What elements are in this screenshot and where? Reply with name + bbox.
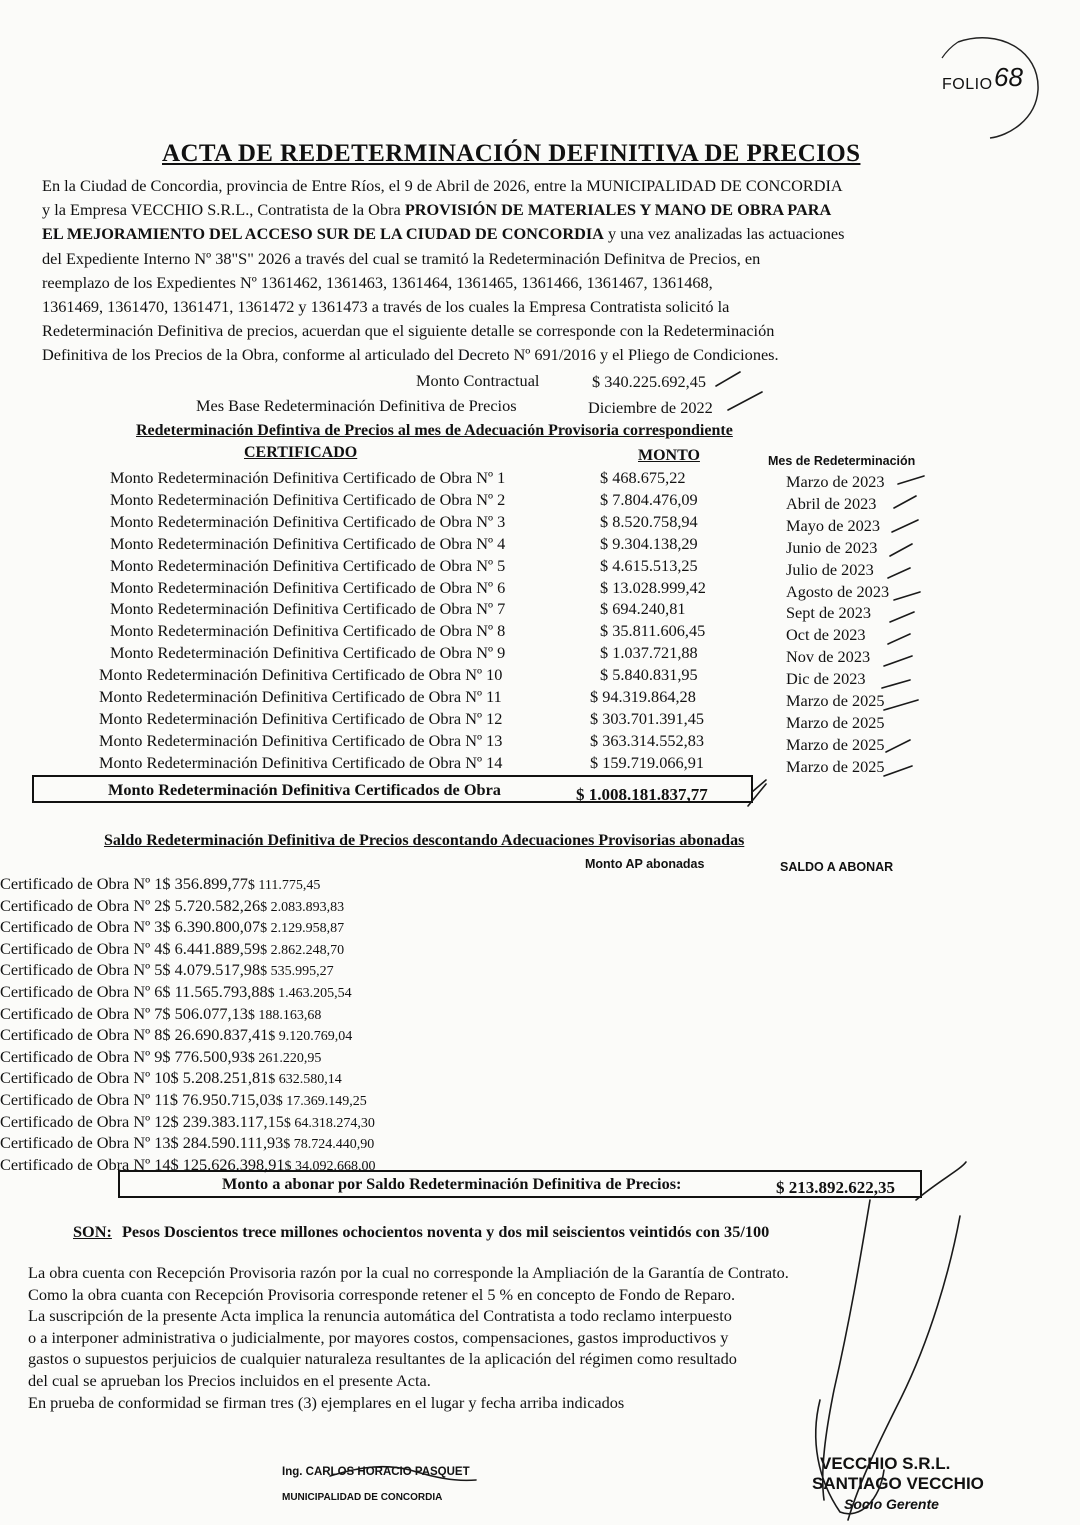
section1-heading: Redeterminación Defintiva de Precios al mes de Adecuación Provisoria correspondiente (136, 422, 733, 439)
balance-to-pay: $ 34.092.668,00 (284, 1158, 376, 1174)
stamp-municipalidad-entity: MUNICIPALIDAD DE CONCORDIA (282, 1492, 443, 1503)
redetermination-month: Dic de 2023 (786, 669, 866, 689)
certificate-amount: $ 1.037.721,88 (600, 643, 698, 663)
ap-paid-amount: $ 356.899,77 (162, 874, 248, 893)
certificate-amount: $ 35.811.606,45 (600, 621, 706, 641)
ap-paid-amount: $ 26.690.837,41 (162, 1025, 269, 1045)
table-row (0, 1090, 1080, 1112)
table-row (0, 1025, 1080, 1047)
certificate-name: Certificado de Obra Nº 4 (0, 938, 163, 958)
certificate-amount: $ 363.314.552,83 (590, 730, 704, 750)
certificate-name: Certificado de Obra Nº 3 (0, 917, 163, 937)
intro-paragraph (42, 174, 912, 368)
section1-total-label: Monto Redeterminación Definitiva Certificados de Obra (108, 780, 501, 799)
table-row (0, 556, 1080, 578)
intro-text: Redeterminación Definitiva de precios, acuerdan que el siguiente detalle se corresponde con la Redeterminación (42, 321, 775, 341)
redetermination-month: Mayo de 2023 (786, 515, 881, 535)
stamp-vecchio-role: Socio Gerente (844, 1496, 939, 1512)
balance-to-pay: $ 111.775,45 (247, 878, 321, 893)
closing-line: del cual se aprueban los Precios incluidos en el presente Acta. (28, 1370, 431, 1390)
intro-line (42, 343, 912, 367)
table-row (0, 753, 1080, 775)
redetermination-month: Marzo de 2025 (786, 691, 885, 710)
certificate-name: Monto Redeterminación Definitiva Certificado de Obra Nº 9 (110, 643, 506, 663)
table-row (0, 512, 1080, 534)
mes-base-label: Mes Base Redeterminación Definitiva de Precios (196, 396, 517, 415)
intro-line (42, 222, 912, 246)
stamp-municipalidad-name: Ing. CARLOS HORACIO PASQUET (282, 1466, 470, 1478)
monto-contractual-label: Monto Contractual (416, 371, 540, 390)
balance-to-pay: $ 2.862.248,70 (260, 942, 345, 958)
table-row (0, 731, 1080, 753)
certificate-name: Monto Redeterminación Definitiva Certificado de Obra Nº 1 (110, 468, 506, 487)
section2-heading: Saldo Redeterminación Definitiva de Precios descontando Adecuaciones Provisorias abonadas (104, 832, 745, 849)
table-row (0, 982, 1080, 1004)
intro-text: del Expediente Interno Nº 38"S" 2026 a través del cual se tramitó la Redeterminación Definitva de Precios, en (42, 248, 761, 268)
redetermination-month: Abril de 2023 (786, 493, 877, 513)
intro-text: EL MEJORAMIENTO DEL ACCESO SUR DE LA CIUDAD DE CONCORDIA (42, 224, 604, 244)
redetermination-month: Marzo de 2025 (786, 756, 885, 776)
closing-line: gastos o supuestos perjuicios de cualquier naturaleza resultantes de la aplicación del régimen como resultado (28, 1349, 737, 1369)
table-row (0, 534, 1080, 556)
certificate-name: Monto Redeterminación Definitiva Certificado de Obra Nº 12 (99, 708, 503, 728)
certificate-amount: $ 94.319.864,28 (590, 687, 696, 706)
certificate-name: Certificado de Obra Nº 10 (0, 1068, 171, 1088)
table-row (0, 490, 1080, 512)
certificate-name: Certificado de Obra Nº 14 (0, 1154, 171, 1174)
certificate-name: Certificado de Obra Nº 8 (0, 1025, 163, 1045)
folio-label: FOLIO (942, 76, 993, 93)
certificate-name: Certificado de Obra Nº 12 (0, 1111, 171, 1131)
redetermination-month: Julio de 2023 (786, 559, 874, 579)
folio-number: 68 (994, 62, 1023, 92)
certificate-name: Monto Redeterminación Definitiva Certificado de Obra Nº 6 (110, 577, 506, 597)
ap-paid-amount: $ 5.720.582,26 (162, 895, 261, 915)
col-header-monto: MONTO (638, 447, 700, 464)
balance-to-pay: $ 78.724.440,90 (283, 1137, 375, 1153)
certificate-name: Monto Redeterminación Definitiva Certificado de Obra Nº 2 (110, 489, 506, 509)
table-row (0, 578, 1080, 600)
stamp-municipalidad (282, 1466, 470, 1503)
table-row (0, 687, 1080, 709)
certificate-name: Certificado de Obra Nº 9 (0, 1046, 163, 1066)
closing-line: La obra cuenta con Recepción Provisoria razón por la cual no corresponde la Ampliación de la Garantía de Contrato. (28, 1263, 789, 1282)
redetermination-month: Marzo de 2023 (786, 472, 885, 491)
ap-paid-amount: $ 6.390.800,07 (162, 917, 261, 937)
certificate-name: Certificado de Obra Nº 13 (0, 1133, 171, 1153)
balance-to-pay: $ 535.995,27 (260, 964, 334, 980)
check-mark (728, 392, 762, 410)
document-title: ACTA DE REDETERMINACIÓN DEFINITIVA DE PRECIOS (162, 140, 861, 167)
redetermination-month: Junio de 2023 (786, 537, 878, 557)
ap-paid-amount: $ 776.500,93 (162, 1046, 248, 1066)
redetermination-month: Sept de 2023 (786, 603, 872, 623)
mes-base-value: Diciembre de 2022 (588, 398, 713, 417)
closing-line: En prueba de conformidad se firman tres (3) ejemplares en el lugar y fecha arriba indicados (28, 1392, 625, 1412)
table-row (0, 874, 1080, 896)
son-text: Pesos Doscientos trece millones ochocientos noventa y dos mil seiscientos veintidós con 35/100 (121, 1222, 770, 1241)
closing-paragraph (28, 1262, 789, 1413)
intro-text: 1361469, 1361470, 1361471, 1361472 y 1361473 a través de los cuales la Empresa Contratista solicitó la (42, 297, 730, 317)
intro-line (42, 295, 912, 319)
balance-to-pay: $ 2.129.958,87 (260, 921, 345, 937)
intro-text: PROVISIÓN DE MATERIALES Y MANO DE OBRA PARA (404, 200, 832, 220)
balance-to-pay: $ 9.120.769,04 (268, 1029, 353, 1045)
ap-paid-amount: $ 125.626.398,91 (170, 1154, 285, 1174)
intro-text: reemplazo de los Expedientes Nº 1361462, 1361463, 1361464, 1361465, 1361466, 1361467, 1361468, (42, 272, 713, 292)
balance-to-pay: $ 261.220,95 (247, 1050, 322, 1066)
table-row (0, 621, 1080, 643)
check-mark (716, 372, 740, 386)
certificate-amount: $ 5.840.831,95 (600, 665, 698, 685)
table-row (0, 1133, 1080, 1155)
certificate-amount: $ 694.240,81 (600, 599, 686, 619)
certificate-name: Certificado de Obra Nº 1 (0, 874, 163, 893)
certificate-name: Monto Redeterminación Definitiva Certificado de Obra Nº 8 (110, 621, 506, 641)
stamp-vecchio-company: VECCHIO S.R.L. (820, 1454, 951, 1473)
certificate-name: Certificado de Obra Nº 2 (0, 895, 163, 915)
ap-paid-amount: $ 11.565.793,88 (162, 982, 268, 1001)
section2-total-label: Monto a abonar por Saldo Redeterminación Definitiva de Precios: (222, 1174, 682, 1193)
ap-paid-amount: $ 4.079.517,98 (162, 960, 261, 980)
certificate-name: Monto Redeterminación Definitiva Certificado de Obra Nº 5 (110, 555, 506, 575)
redetermination-month: Oct de 2023 (786, 625, 866, 645)
intro-line (42, 271, 912, 295)
table-row (0, 1004, 1080, 1026)
certificate-name: Monto Redeterminación Definitiva Certificado de Obra Nº 4 (110, 533, 506, 553)
certificate-amount: $ 159.719.066,91 (590, 752, 704, 772)
table-row (0, 1068, 1080, 1090)
redetermination-month: Agosto de 2023 (786, 581, 890, 601)
redetermination-month: Nov de 2023 (786, 647, 871, 667)
certificate-amount: $ 303.701.391,45 (590, 708, 704, 728)
table-row (0, 960, 1080, 982)
certificate-name: Monto Redeterminación Definitiva Certificado de Obra Nº 11 (99, 687, 502, 706)
intro-text: y la Empresa VECCHIO S.R.L., Contratista de la Obra (42, 200, 405, 220)
ap-paid-amount: $ 284.590.111,93 (170, 1133, 284, 1153)
ap-paid-amount: $ 6.441.889,59 (162, 938, 261, 958)
intro-text: Definitiva de los Precios de la Obra, conforme al articulado del Decreto Nº 691/2016 y el Pliego de Condiciones. (42, 345, 779, 365)
intro-line (42, 247, 912, 271)
certificate-amount: $ 4.615.513,25 (600, 555, 698, 575)
closing-line: La suscripción de la presente Acta implica la renuncia automática del Contratista a todo reclamo interpuesto (28, 1306, 732, 1326)
ap-paid-amount: $ 76.950.715,03 (169, 1090, 276, 1109)
certificate-name: Certificado de Obra Nº 5 (0, 960, 163, 980)
balance-to-pay: $ 188.163,68 (247, 1007, 322, 1023)
col-header-certificado: CERTIFICADO (244, 444, 358, 461)
table-row (0, 468, 1080, 490)
certificate-amount: $ 468.675,22 (600, 468, 686, 487)
intro-line (42, 198, 912, 222)
table-row (0, 896, 1080, 918)
certificate-name: Monto Redeterminación Definitiva Certificado de Obra Nº 10 (99, 665, 503, 685)
ap-paid-amount: $ 5.208.251,81 (170, 1068, 269, 1088)
table-row (0, 599, 1080, 621)
col-header-saldo: SALDO A ABONAR (780, 860, 894, 874)
certificate-name: Certificado de Obra Nº 6 (0, 982, 163, 1001)
balance-to-pay: $ 2.083.893,83 (260, 899, 345, 915)
balance-to-pay: $ 64.318.274,30 (283, 1115, 375, 1131)
balance-to-pay: $ 17.369.149,25 (275, 1094, 367, 1109)
redetermination-month: Marzo de 2025 (786, 734, 885, 754)
certificate-amount: $ 7.804.476,09 (600, 489, 698, 509)
certificate-name: Monto Redeterminación Definitiva Certificado de Obra Nº 7 (110, 599, 506, 619)
certificate-name: Monto Redeterminación Definitiva Certificado de Obra Nº 13 (99, 730, 503, 750)
table-row (0, 1047, 1080, 1069)
closing-line: o a interponer administrativa o judicialmente, por mayores costos, compensaciones, gastos improductivos y (28, 1327, 729, 1347)
table-row (0, 643, 1080, 665)
section1-total-value: $ 1.008.181.837,77 (576, 785, 708, 804)
monto-contractual-value: $ 340.225.692,45 (592, 372, 706, 391)
intro-text: En la Ciudad de Concordia, provincia de Entre Ríos, el 9 de Abril de 2026, entre la MUNICIPALIDAD DE CONCORDIA (42, 176, 843, 195)
certificate-name: Certificado de Obra Nº 7 (0, 1003, 163, 1023)
stamp-vecchio-name: SANTIAGO VECCHIO (812, 1474, 984, 1493)
ap-paid-amount: $ 506.077,13 (162, 1003, 248, 1023)
table-row (0, 917, 1080, 939)
certificate-name: Certificado de Obra Nº 11 (0, 1090, 170, 1109)
table-row (0, 1112, 1080, 1134)
certificate-name: Monto Redeterminación Definitiva Certificado de Obra Nº 14 (99, 752, 503, 772)
col-header-mes: Mes de Redeterminación (768, 454, 916, 468)
intro-line (42, 174, 912, 198)
certificate-amount: $ 9.304.138,29 (600, 533, 698, 553)
table-row (0, 709, 1080, 731)
closing-line: Como la obra cuanta con Recepción Provisoria corresponde retener el 5 % en concepto de Fondo de Reparo. (28, 1284, 736, 1304)
redetermination-month: Marzo de 2025 (786, 712, 885, 732)
section2-total-value: $ 213.892.622,35 (776, 1178, 895, 1197)
son-line (73, 1222, 769, 1242)
certificate-amount: $ 13.028.999,42 (600, 577, 706, 597)
ap-paid-amount: $ 239.383.117,15 (170, 1111, 284, 1131)
col-header-monto-ap: Monto AP abonadas (585, 857, 705, 871)
certificate-amount: $ 8.520.758,94 (600, 511, 698, 531)
son-label: SON: (73, 1222, 112, 1241)
stamp-vecchio (812, 1454, 984, 1514)
table-row (0, 665, 1080, 687)
intro-line (42, 319, 912, 343)
intro-text: y una vez analizadas las actuaciones (603, 224, 845, 244)
balance-to-pay: $ 632.580,14 (268, 1072, 342, 1088)
balance-to-pay: $ 1.463.205,54 (267, 986, 352, 1001)
table-row (0, 939, 1080, 961)
certificate-name: Monto Redeterminación Definitiva Certificado de Obra Nº 3 (110, 511, 506, 531)
